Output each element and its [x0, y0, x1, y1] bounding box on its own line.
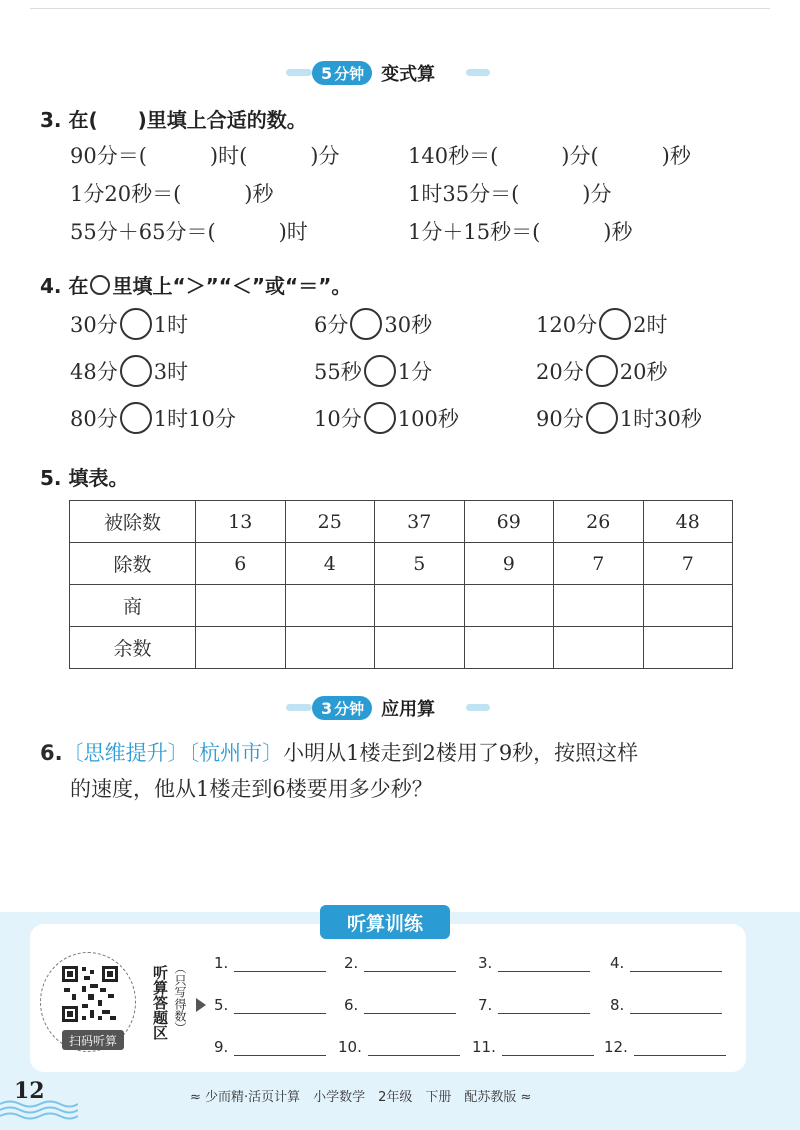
division-table — [69, 500, 733, 669]
qr-label: 扫码听算 — [62, 1030, 124, 1050]
answer-blank[interactable]: 2. — [344, 954, 456, 972]
q5-title: 5. 填表。 — [40, 466, 129, 490]
answer-blank[interactable]: 9. — [214, 1038, 326, 1056]
answer-cell[interactable] — [196, 627, 286, 669]
answer-area-note: （只写得数） — [173, 962, 187, 1034]
table-row — [70, 501, 733, 543]
compare-item: 120分 2时 — [536, 308, 667, 340]
table-cell: 9 — [464, 543, 554, 585]
section-header-applied — [0, 693, 800, 723]
footer-book-info: ≈ 少而精·活页计算 小学数学 2年级 下册 配苏教版 ≈ — [190, 1090, 532, 1105]
answer-blank[interactable]: 5. — [214, 996, 326, 1014]
answer-cell[interactable] — [643, 627, 733, 669]
section-title: 变式算 — [381, 64, 436, 85]
answer-cell[interactable] — [554, 627, 644, 669]
answer-circle[interactable] — [599, 308, 631, 340]
answer-blank[interactable]: 7. — [478, 996, 590, 1014]
answer-circle[interactable] — [120, 355, 152, 387]
q3-item-4: 1时35分＝( )分 — [408, 182, 612, 206]
compare-item: 20分 20秒 — [536, 355, 667, 387]
arrow-right-icon — [196, 998, 206, 1012]
answer-blank[interactable]: 3. — [478, 954, 590, 972]
q3-item-2: 140秒＝( )分( )秒 — [408, 144, 691, 168]
answer-blank[interactable]: 4. — [610, 954, 722, 972]
q6-word-problem — [40, 735, 760, 807]
q3-item-1: 90分＝( )时( )分 — [70, 144, 340, 168]
table-cell: 69 — [464, 501, 554, 543]
answer-cell[interactable] — [554, 585, 644, 627]
table-cell: 25 — [285, 501, 375, 543]
answer-circle[interactable] — [586, 355, 618, 387]
section-badge — [312, 694, 435, 722]
table-row — [70, 543, 733, 585]
compare-item: 90分 1时30秒 — [536, 402, 702, 434]
table-cell: 5 — [375, 543, 465, 585]
answer-area-label: 听算答题区 — [151, 965, 169, 1040]
row-header: 商 — [70, 585, 196, 627]
circle-icon — [90, 275, 110, 295]
q6-line-1: 6.〔思维提升〕〔杭州市〕小明从1楼走到2楼用了9秒，按照这样 — [40, 741, 639, 765]
answer-circle[interactable] — [120, 308, 152, 340]
table-cell: 4 — [285, 543, 375, 585]
q3-item-6: 1分＋15秒＝( )秒 — [408, 220, 633, 244]
table-cell: 48 — [643, 501, 733, 543]
minutes-pill: 5 分钟 — [312, 61, 372, 85]
answer-cell[interactable] — [643, 585, 733, 627]
badge-bar-right — [466, 69, 490, 76]
compare-item: 6分 30秒 — [314, 308, 432, 340]
table-cell: 7 — [554, 543, 644, 585]
compare-item: 48分 3时 — [70, 355, 188, 387]
answer-blank[interactable]: 12. — [604, 1038, 726, 1056]
badge-bar-left — [286, 69, 312, 76]
answer-blank[interactable]: 6. — [344, 996, 456, 1014]
section-header-variant — [0, 58, 800, 88]
answer-circle[interactable] — [364, 355, 396, 387]
compare-item: 30分 1时 — [70, 308, 188, 340]
table-cell: 37 — [375, 501, 465, 543]
badge-bar-left — [286, 704, 312, 711]
answer-blank[interactable]: 11. — [472, 1038, 594, 1056]
row-header: 被除数 — [70, 501, 196, 543]
section-title: 应用算 — [381, 699, 436, 720]
compare-item: 55秒 1分 — [314, 355, 432, 387]
answer-cell[interactable] — [375, 627, 465, 669]
q6-line-2: 的速度，他从1楼走到6楼要用多少秒？ — [70, 777, 433, 801]
q3-title: 3. 在( )里填上合适的数。 — [40, 108, 307, 132]
wave-icon — [0, 1098, 78, 1120]
minutes-pill: 3 分钟 — [312, 696, 372, 720]
answer-cell[interactable] — [375, 585, 465, 627]
answer-circle[interactable] — [364, 402, 396, 434]
answer-blank[interactable]: 10. — [338, 1038, 460, 1056]
table-row — [70, 627, 733, 669]
compare-item: 10分 100秒 — [314, 402, 459, 434]
page-number: 12 — [14, 1078, 45, 1104]
compare-item: 80分 1时10分 — [70, 402, 236, 434]
tag-city: 〔杭州市〕 — [188, 741, 284, 765]
table-cell: 26 — [554, 501, 644, 543]
answer-blank[interactable]: 1. — [214, 954, 326, 972]
table-cell: 13 — [196, 501, 286, 543]
q3-item-5: 55分＋65分＝( )时 — [70, 220, 308, 244]
answer-circle[interactable] — [120, 402, 152, 434]
section-badge — [312, 59, 435, 87]
answer-blank[interactable]: 8. — [610, 996, 722, 1014]
answer-cell[interactable] — [464, 627, 554, 669]
answer-cell[interactable] — [196, 585, 286, 627]
table-row — [70, 585, 733, 627]
table-cell: 7 — [643, 543, 733, 585]
q4-title: 4. 在 里填上“＞”“＜”或“＝”。 — [40, 274, 352, 298]
answer-cell[interactable] — [464, 585, 554, 627]
tag-thinking: 〔思维提升〕 — [62, 741, 189, 765]
badge-bar-right — [466, 704, 490, 711]
row-header: 余数 — [70, 627, 196, 669]
top-rule — [30, 8, 770, 9]
answer-circle[interactable] — [586, 402, 618, 434]
listening-title: 听算训练 — [320, 905, 450, 939]
answer-cell[interactable] — [285, 585, 375, 627]
answer-cell[interactable] — [285, 627, 375, 669]
qr-code-icon[interactable] — [60, 964, 120, 1024]
answer-circle[interactable] — [350, 308, 382, 340]
row-header: 除数 — [70, 543, 196, 585]
q3-item-3: 1分20秒＝( )秒 — [70, 182, 274, 206]
table-cell: 6 — [196, 543, 286, 585]
